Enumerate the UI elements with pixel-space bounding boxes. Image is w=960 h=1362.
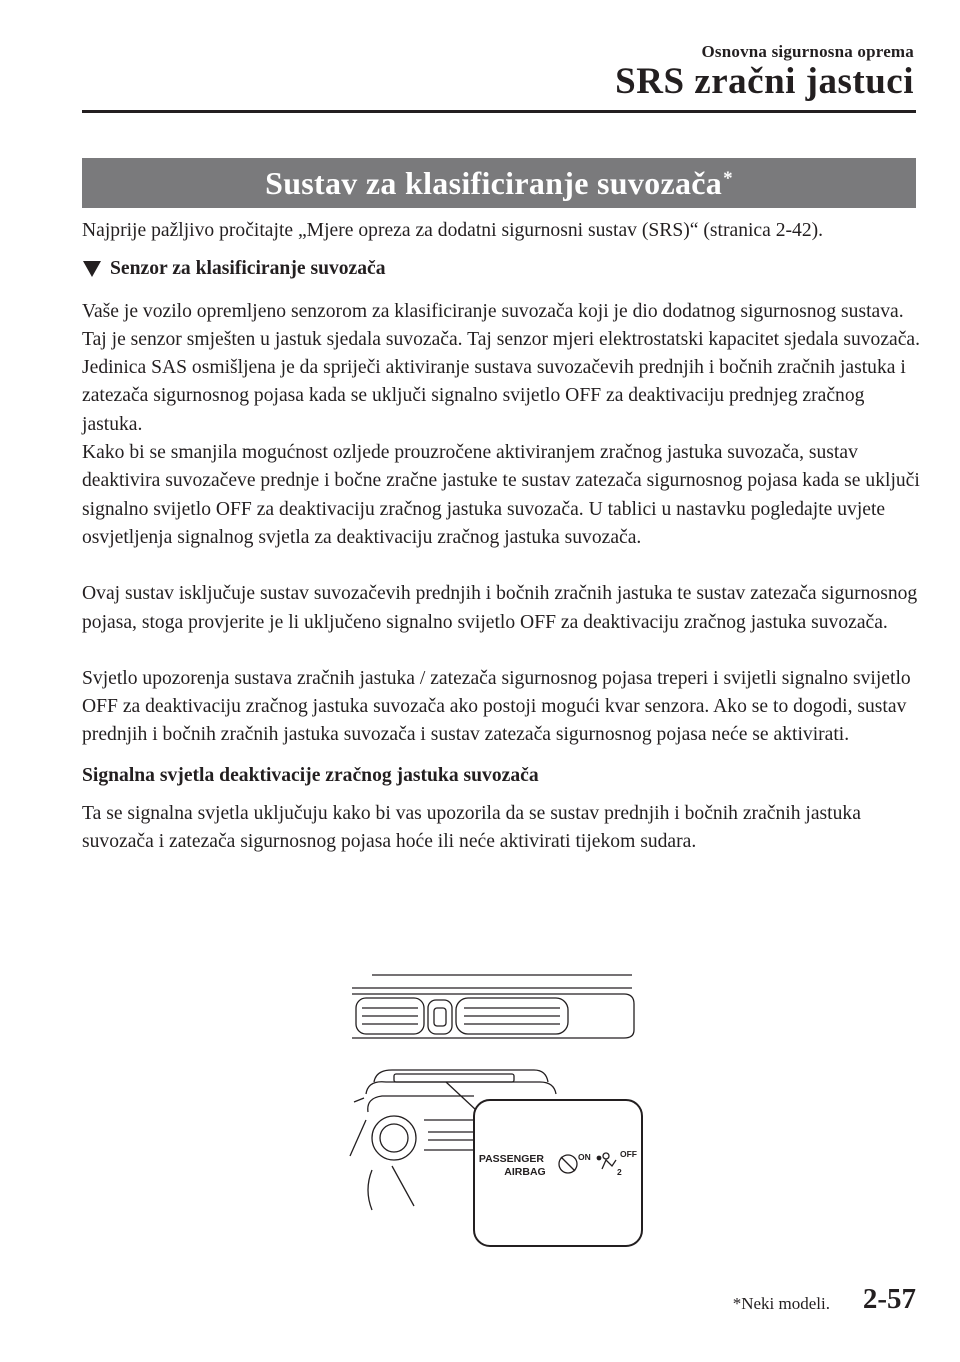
page-content [82, 217, 922, 857]
page-number: 2-57 [862, 1283, 916, 1315]
paragraph-1: Vaše je vozilo opremljeno senzorom za klasificiranje suvozača koji je dio dodatnog sigurnosnog sustava. Taj je senzor smješten u jastuk sjedala suvozača. Taj senzor mjeri elektrostatski kapacitet sjedala suvozača. Jedinica SAS osmišljena je da spriječi aktiviranje sustava suvozačevih prednjih i bočnih zračnih jastuka i zatezača sigurnosnog pojasa kada se uključi signalno svijetlo OFF za deaktivaciju prednjeg zračnog jastuka. [82, 300, 921, 435]
dashboard-line-drawing [344, 970, 644, 1255]
off-indicator-label: OFF [620, 1149, 637, 1159]
dashboard-illustration [344, 970, 644, 1255]
paragraph-5: Ta se signalna svjetla uključuju kako bi vas upozorila da se sustav prednjih i bočnih zračnih jastuka suvozača i zatezača sigurnosnog pojasa hoće ili neće aktivirati tijekom sudara. [82, 803, 861, 853]
passenger-label-line1: PASSENGER [478, 1153, 544, 1165]
footnote: *Neki modeli. [732, 1294, 830, 1313]
passenger-label-line2: AIRBAG [504, 1166, 546, 1178]
paragraph-4: Svjetlo upozorenja sustava zračnih jastuka / zatezača sigurnosnog pojasa treperi i svijetli signalno svijetlo OFF za deaktivaciju zračnog jastuka suvozača ako postoji mogući kvar senzora. Ako se to dogodi, sustav prednjih i bočnih zračnih jastuka suvozača i sustav zatezača sigurnosnog pojasa neće se aktivirati. [82, 667, 911, 746]
section-title-band [82, 158, 916, 208]
paragraph-3: Ovaj sustav isključuje sustav suvozačevih prednjih i bočnih zračnih jastuka te sustav zatezača sigurnosnog pojasa, stoga provjerite je li uključeno signalno svijetlo OFF za deaktivaciju zračnog jastuka suvozača. [82, 583, 918, 633]
deactivation-lights-heading: Signalna svjetla deaktivacije zračnog jastuka suvozača [82, 764, 539, 786]
header-section-title: Osnovna sigurnosna oprema [701, 42, 914, 61]
header-chapter-title: SRS zračni jastuci [615, 61, 914, 102]
triangle-bullet-icon [82, 260, 102, 278]
subheading-text: Senzor za klasificiranje suvozača [110, 258, 386, 280]
section-title-asterisk: * [723, 168, 733, 189]
intro-paragraph: Najprije pažljivo pročitajte „Mjere opreza za dodatni sigurnosni sustav (SRS)“ (stranica 2-42). [82, 220, 824, 241]
section-title: Sustav za klasificiranje suvozača [265, 164, 723, 201]
paragraph-2: Kako bi se smanjila mogućnost ozljede prouzročene aktiviranjem zračnog jastuka suvozača, sustav deaktivira suvozačeve prednje i bočne zračne jastuke te sustav zatezača sigurnosnog pojasa kada se uključi signalno svijetlo OFF za deaktivaciju zračnog jastuka suvozača. U tablici u nastavku pogledajte uvjete osvjetljenja signalnog svjetla za deaktivaciju zračnog jastuka suvozača. [82, 442, 920, 548]
off-indicator-sublabel: 2 [617, 1167, 622, 1177]
header-rule [82, 110, 916, 113]
subheading [82, 255, 922, 283]
on-indicator-label: ON [578, 1152, 591, 1162]
